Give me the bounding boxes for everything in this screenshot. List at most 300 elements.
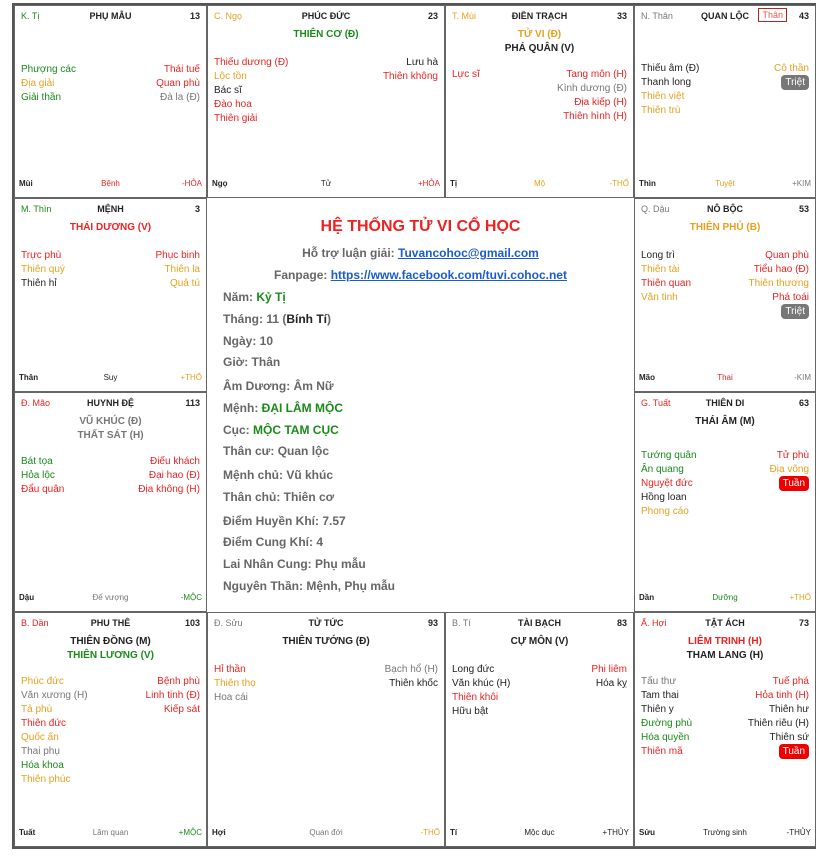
star-left: Văn tinh [641, 292, 678, 303]
support-line [207, 246, 634, 260]
footer-phase: Bệnh [101, 179, 120, 188]
star-left: Ân quang [641, 464, 684, 475]
star-row [214, 56, 438, 70]
star-row [452, 663, 627, 677]
main-star: THÁI ÂM (M) [695, 416, 755, 427]
star-left: Hữu bật [452, 706, 489, 717]
star-left: Thiên y [641, 704, 674, 715]
footer-branch: Ngọ [212, 179, 228, 188]
star-left: Thiên trù [641, 105, 681, 116]
palace-footer [19, 593, 202, 605]
footer-element: -MỘC [180, 593, 202, 602]
star-left: Văn xương (H) [21, 690, 88, 701]
info-diem-cung-khi: Điểm Cung Khí: 4 [223, 535, 324, 549]
fanpage-label: Fanpage: [274, 268, 328, 282]
palace-header [641, 398, 809, 412]
palace-can-chi: B. Dần [21, 618, 49, 628]
star-list [641, 675, 809, 759]
footer-phase: Mộc dục [524, 828, 555, 837]
palace-ty [445, 612, 634, 847]
star-row [214, 677, 438, 691]
star-right: Địa không (H) [138, 484, 200, 495]
info-nam: Năm: Kỷ Tị [223, 290, 286, 304]
star-row [21, 717, 200, 731]
palace-header [21, 204, 200, 218]
footer-element: -THỦY [786, 828, 811, 837]
star-row [641, 745, 809, 759]
main-star: THIÊN LƯƠNG (V) [67, 650, 154, 661]
footer-element: -HỎA [182, 179, 202, 188]
info-nguyen-than: Nguyên Thần: Mệnh, Phụ mẫu [223, 579, 396, 593]
star-row [21, 263, 200, 277]
palace-dau [634, 198, 816, 392]
star-right: Tang môn (H) [566, 69, 627, 80]
footer-phase: Thai [717, 373, 733, 382]
star-row [21, 91, 200, 105]
palace-can-chi: Đ. Sửu [214, 618, 243, 628]
star-left: Tướng quân [641, 450, 697, 461]
palace-header [641, 618, 809, 632]
star-right: Thái tuế [163, 64, 200, 75]
star-right: Lưu hà [406, 57, 438, 68]
palace-dan [14, 612, 207, 847]
info-menh: Mệnh: ĐẠI LÂM MỘC [223, 401, 343, 415]
palace-footer [19, 179, 202, 191]
info-thang: Tháng: 11 (Bính Tí) [223, 312, 332, 326]
footer-element: +HỎA [417, 179, 440, 188]
star-right: Địa kiếp (H) [574, 97, 627, 108]
footer-branch: Hợi [212, 828, 226, 837]
star-right: Phá toái [772, 292, 809, 303]
star-right: Thiên sứ [769, 732, 809, 743]
palace-age: 13 [189, 11, 200, 21]
palace-ti [14, 5, 207, 198]
main-star: LIÊM TRINH (H) [688, 636, 762, 647]
main-star: THAM LANG (H) [686, 650, 764, 661]
main-star: THẤT SÁT (H) [77, 430, 144, 441]
triet-badge: Triệt [781, 75, 809, 90]
main-star: THIÊN PHỦ (B) [689, 222, 761, 233]
footer-branch: Tí [450, 828, 458, 837]
star-right: Thiên riêu (H) [747, 718, 809, 729]
star-row [214, 112, 438, 126]
palace-can-chi: Q. Dậu [641, 204, 670, 214]
star-row [214, 98, 438, 112]
footer-element: +MỘC [178, 828, 202, 837]
star-right [779, 744, 809, 759]
star-row [21, 703, 200, 717]
star-list [21, 249, 200, 291]
star-left: Thanh long [641, 77, 692, 88]
star-left: Hỏa lộc [21, 470, 55, 481]
star-row [21, 277, 200, 291]
star-row [21, 745, 200, 759]
palace-name: THIÊN DI [705, 398, 745, 408]
footer-branch: Dần [639, 593, 655, 602]
star-left: Thiên khôi [452, 692, 499, 703]
star-left: Lực sĩ [452, 69, 480, 80]
star-row [641, 731, 809, 745]
star-left: Thiên quan [641, 278, 692, 289]
support-email-link[interactable]: Tuvancohoc@gmail.com [398, 246, 539, 260]
footer-element: +KIM [792, 179, 811, 188]
star-left: Lộc tồn [214, 71, 247, 82]
star-row [641, 477, 809, 491]
star-row [641, 703, 809, 717]
star-row [641, 305, 809, 319]
footer-branch: Mùi [19, 179, 33, 188]
main-star: TỬ VI (Đ) [517, 29, 562, 40]
star-row [641, 505, 809, 519]
tu-vi-board [12, 3, 816, 849]
fanpage-line [207, 268, 634, 282]
star-list [641, 449, 809, 519]
main-star: CỰ MÔN (V) [510, 636, 569, 647]
star-left: Bác sĩ [214, 85, 242, 96]
palace-hoi [634, 612, 816, 847]
palace-can-chi: Đ. Mão [21, 398, 51, 408]
palace-mao [14, 392, 207, 612]
star-list [452, 68, 627, 124]
palace-footer [450, 179, 629, 191]
star-list [21, 675, 200, 787]
main-star: THIÊN TƯỚNG (Đ) [282, 636, 370, 647]
palace-name: NÔ BỘC [707, 204, 743, 214]
palace-name: PHU THÊ [90, 618, 131, 628]
info-lai-nhan-cung: Lai Nhân Cung: Phụ mẫu [223, 557, 366, 571]
footer-phase: Quan đới [309, 828, 343, 837]
star-row [641, 263, 809, 277]
palace-suu [207, 612, 445, 847]
star-right: Thiên khốc [389, 678, 438, 689]
star-row [641, 277, 809, 291]
star-left: Đường phù [641, 718, 693, 729]
fanpage-link[interactable]: https://www.facebook.com/tuvi.cohoc.net [330, 268, 567, 282]
star-left: Thiên hỉ [21, 278, 57, 289]
star-left: Hoa cái [214, 692, 248, 703]
star-right [779, 476, 809, 491]
star-left: Đào hoa [214, 99, 252, 110]
info-ngay: Ngày: 10 [223, 334, 274, 348]
footer-phase: Tuyệt [715, 179, 735, 188]
footer-phase: Đế vượng [92, 593, 129, 602]
star-row [21, 77, 200, 91]
support-label: Hỗ trợ luận giải: [302, 246, 395, 260]
tuan-badge: Tuần [779, 476, 809, 491]
palace-age: 113 [185, 398, 200, 408]
star-list [214, 56, 438, 126]
palace-name: HUYNH ĐỆ [86, 398, 134, 408]
star-row [214, 663, 438, 677]
footer-branch: Tuất [19, 828, 36, 837]
palace-thin [14, 198, 207, 392]
main-star: THIÊN ĐỒNG (M) [70, 636, 151, 647]
star-row [641, 717, 809, 731]
footer-element: -THỔ [420, 828, 440, 837]
star-row [21, 455, 200, 469]
palace-name: QUAN LỘC [701, 11, 749, 21]
star-row [452, 677, 627, 691]
star-right: Hỏa tinh (H) [755, 690, 809, 701]
footer-phase: Mộ [533, 179, 546, 188]
star-right: Linh tinh (Đ) [145, 690, 200, 701]
star-right: Hóa kỵ [595, 678, 627, 689]
palace-footer [19, 828, 202, 840]
star-left: Thiên tài [641, 264, 680, 275]
star-right [781, 75, 809, 90]
star-left: Đẩu quân [21, 484, 65, 495]
star-right: Quan phù [156, 78, 200, 89]
star-right: Đà la (Đ) [159, 92, 200, 103]
cuc-value: MỘC TAM CỤC [253, 423, 339, 437]
palace-age: 53 [798, 204, 809, 214]
star-left: Thiên đức [21, 718, 67, 729]
palace-age: 63 [798, 398, 809, 408]
star-left: Quốc ấn [21, 732, 59, 743]
star-list [452, 663, 627, 719]
star-right: Tuế phá [772, 676, 809, 687]
star-list [641, 62, 809, 118]
star-right: Địa võng [769, 464, 809, 475]
footer-branch: Thân [19, 373, 39, 382]
star-left: Bát tọa [21, 456, 53, 467]
star-right: Điếu khách [149, 456, 200, 467]
star-row [21, 689, 200, 703]
star-left: Thai phụ [21, 746, 60, 757]
info-cuc: Cục: MỘC TAM CỤC [223, 423, 339, 437]
footer-branch: Thìn [639, 179, 656, 188]
palace-can-chi: C. Ngọ [214, 11, 243, 21]
palace-header [21, 11, 200, 25]
star-row [641, 449, 809, 463]
star-row [452, 691, 627, 705]
palace-can-chi: K. Tị [21, 11, 40, 21]
star-left: Thiên thọ [214, 678, 256, 689]
star-left: Thiên mã [641, 746, 683, 757]
triet-badge: Triệt [781, 304, 809, 319]
palace-footer [19, 373, 202, 385]
star-right: Phi liêm [591, 664, 627, 675]
than-marker-badge: Thân [758, 8, 787, 22]
star-left: Tả phù [21, 704, 53, 715]
star-left: Nguyệt đức [641, 478, 693, 489]
palace-footer [639, 593, 811, 605]
palace-footer [639, 179, 811, 191]
palace-name: TẬT ÁCH [705, 618, 745, 628]
star-left: Phượng các [21, 64, 76, 75]
star-row [641, 675, 809, 689]
star-row [21, 773, 200, 787]
footer-branch: Sửu [639, 828, 656, 837]
footer-phase: Dưỡng [712, 593, 738, 602]
palace-age: 103 [184, 618, 200, 628]
palace-age: 93 [427, 618, 438, 628]
palace-name: ĐIỀN TRẠCH [511, 11, 568, 21]
palace-tuat [634, 392, 816, 612]
info-than-cu: Thân cư: Quan lộc [223, 444, 330, 458]
palace-can-chi: M. Thìn [21, 204, 52, 214]
star-left: Hóa khoa [21, 760, 64, 771]
palace-can-chi: Ấ. Hợi [641, 618, 667, 628]
palace-name: TÀI BẠCH [518, 618, 561, 628]
star-list [21, 63, 200, 105]
palace-header [21, 618, 200, 632]
footer-phase: Trường sinh [703, 828, 747, 837]
star-list [21, 455, 200, 497]
star-right: Thiên la [164, 264, 200, 275]
star-left: Thiếu dương (Đ) [214, 57, 289, 68]
palace-name: TỬ TỨC [308, 618, 344, 628]
footer-branch: Mão [639, 373, 655, 382]
menh-value: ĐẠI LÂM MỘC [261, 401, 343, 415]
main-star: VŨ KHÚC (Đ) [79, 416, 142, 427]
palace-age: 43 [798, 11, 809, 21]
palace-age: 33 [616, 11, 627, 21]
footer-branch: Tị [450, 179, 458, 188]
star-row [641, 90, 809, 104]
palace-header [214, 618, 438, 632]
star-row [452, 110, 627, 124]
star-list [214, 663, 438, 705]
star-row [641, 463, 809, 477]
palace-header [214, 11, 438, 25]
info-than-chu: Thân chủ: Thiên cơ [223, 490, 335, 504]
palace-name: PHỤ MẪU [89, 11, 132, 21]
star-left: Địa giải [21, 78, 55, 89]
star-left: Long trì [641, 250, 675, 261]
footer-element: +THỔ [180, 373, 202, 382]
palace-footer [639, 828, 811, 840]
star-row [21, 63, 200, 77]
palace-name: MỆNH [97, 204, 124, 214]
star-row [641, 76, 809, 90]
footer-phase: Suy [103, 373, 118, 382]
star-row [21, 483, 200, 497]
star-row [452, 68, 627, 82]
star-left: Tam thai [641, 690, 679, 701]
star-left: Thiên việt [641, 91, 685, 102]
star-left: Phúc đức [21, 676, 64, 687]
center-panel [207, 198, 634, 612]
star-right: Thiên hình (H) [563, 111, 627, 122]
star-row [21, 675, 200, 689]
star-row [21, 469, 200, 483]
palace-footer [212, 828, 440, 840]
star-left: Giải thần [21, 92, 62, 103]
tuan-badge: Tuần [779, 744, 809, 759]
star-row [641, 689, 809, 703]
star-right: Thiên không [382, 71, 438, 82]
palace-footer [639, 373, 811, 385]
star-right: Kiếp sát [163, 704, 200, 715]
star-row [452, 96, 627, 110]
star-row [641, 491, 809, 505]
footer-element: -THỔ [609, 179, 629, 188]
star-right: Tử phù [776, 450, 809, 461]
main-star: THIÊN CƠ (Đ) [293, 29, 359, 40]
footer-phase: Lâm quan [92, 828, 129, 837]
palace-header [21, 398, 200, 412]
palace-can-chi: N. Thân [641, 11, 673, 21]
nam-value: Kỷ Tị [256, 290, 286, 304]
star-right: Thiên thương [748, 278, 809, 289]
star-left: Hỉ thần [214, 664, 246, 675]
star-left: Thiên giải [214, 113, 258, 124]
palace-name: PHÚC ĐỨC [301, 11, 351, 21]
info-diem-huyen-khi: Điểm Huyền Khí: 7.57 [223, 514, 346, 528]
footer-element: -KIM [794, 373, 811, 382]
palace-can-chi: G. Tuất [641, 398, 671, 408]
star-right [781, 304, 809, 319]
palace-mui [445, 5, 634, 198]
star-right: Cô thần [773, 63, 809, 74]
palace-age: 23 [427, 11, 438, 21]
palace-footer [212, 179, 440, 191]
star-right: Tiểu hao (Đ) [753, 264, 809, 275]
star-right: Đại hao (Đ) [148, 470, 200, 481]
star-row [641, 249, 809, 263]
star-left: Thiếu âm (Đ) [641, 63, 700, 74]
star-right: Quả tú [169, 278, 200, 289]
palace-age: 3 [194, 204, 200, 214]
star-row [641, 291, 809, 305]
palace-header [641, 204, 809, 218]
palace-header [452, 11, 627, 25]
info-menh-chu: Mệnh chủ: Vũ khúc [223, 468, 334, 482]
star-right: Bệnh phù [157, 676, 200, 687]
star-right: Quan phù [765, 250, 809, 261]
star-row [452, 82, 627, 96]
footer-element: +THỔ [789, 593, 811, 602]
star-right: Phục binh [155, 250, 200, 261]
star-left: Hồng loan [641, 492, 687, 503]
palace-footer [450, 828, 629, 840]
star-row [452, 705, 627, 719]
star-left: Thiên phúc [21, 774, 71, 785]
info-gio: Giờ: Thân [223, 355, 281, 369]
star-row [641, 104, 809, 118]
star-row [214, 691, 438, 705]
star-row [21, 759, 200, 773]
center-title: HỆ THỐNG TỬ VI CỔ HỌC [320, 218, 521, 235]
star-left: Phong cáo [641, 506, 689, 517]
thang-value: Bính Tí [286, 312, 328, 326]
star-right: Kình dương (Đ) [557, 83, 627, 94]
star-left: Trực phù [21, 250, 62, 261]
footer-branch: Dậu [19, 593, 35, 602]
star-list [641, 249, 809, 319]
palace-ngo [207, 5, 445, 198]
palace-than [634, 5, 816, 198]
palace-header [452, 618, 627, 632]
star-right: Thiên hư [768, 704, 809, 715]
star-left: Thiên quý [21, 264, 65, 275]
main-star: PHÁ QUÂN (V) [504, 43, 575, 54]
footer-element: +THỦY [602, 828, 629, 837]
star-row [21, 249, 200, 263]
star-row [214, 84, 438, 98]
star-row [214, 70, 438, 84]
star-left: Văn khúc (H) [452, 678, 511, 689]
star-left: Hóa quyền [641, 732, 690, 743]
palace-can-chi: B. Tí [452, 618, 471, 628]
palace-age: 83 [616, 618, 627, 628]
info-am-duong: Âm Dương: Âm Nữ [223, 379, 334, 393]
star-right: Bạch hổ (H) [384, 664, 438, 675]
footer-phase: Tử [320, 179, 332, 188]
palace-age: 73 [798, 618, 809, 628]
star-left: Tấu thư [641, 676, 677, 687]
